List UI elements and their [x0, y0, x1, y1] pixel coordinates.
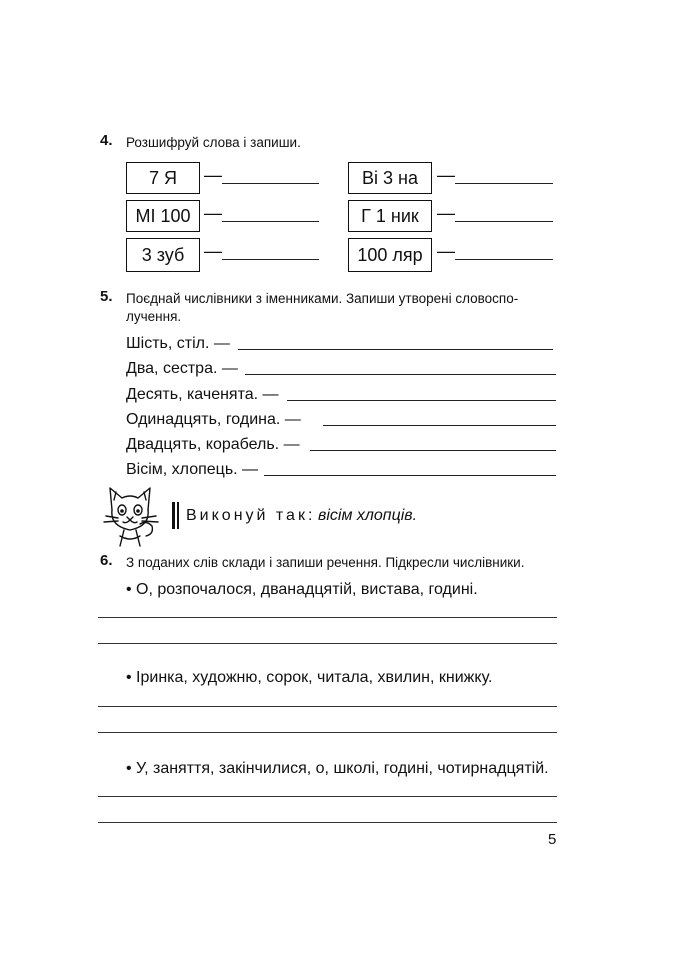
dash: —	[437, 165, 455, 185]
writing-line	[98, 796, 557, 797]
phrase-item: Десять, каченята. —	[126, 386, 279, 403]
task-6-instruction: З поданих слів склади і запиши речення. Підкресли числівники.	[126, 555, 525, 570]
phrase-item: Двадцять, корабель. —	[126, 436, 300, 453]
cipher-box: 100 ляр	[348, 238, 432, 272]
cipher-box: 7 Я	[126, 162, 200, 194]
dash: —	[437, 241, 455, 261]
answer-line	[222, 259, 319, 260]
phrase-item: Вісім, хлопець. —	[126, 461, 259, 478]
answer-line	[287, 400, 556, 401]
dash: —	[437, 203, 455, 223]
dash: —	[204, 203, 222, 223]
answer-line	[455, 221, 553, 222]
answer-line	[310, 450, 556, 451]
answer-line	[238, 349, 553, 350]
task-6-number: 6.	[100, 552, 113, 569]
writing-line	[98, 706, 557, 707]
writing-line	[98, 643, 557, 644]
writing-line	[98, 732, 557, 733]
answer-line	[455, 183, 553, 184]
example-value: вісім хлопців.	[318, 507, 418, 524]
sentence-item: • У, заняття, закінчилися, о, школі, годині, чотирнадцятій.	[126, 760, 549, 777]
cipher-box: МІ 100	[126, 200, 200, 232]
cipher-box: Ві 3 на	[348, 162, 432, 194]
dash: —	[204, 241, 222, 261]
writing-line	[98, 822, 557, 823]
answer-line	[245, 374, 556, 375]
sentence-item: • О, розпочалося, дванадцятій, вистава, годині.	[126, 581, 478, 598]
answer-line	[264, 475, 556, 476]
cat-mascot-icon	[96, 480, 170, 548]
task-4-number: 4.	[100, 132, 113, 149]
phrase-item: Два, сестра. —	[126, 360, 238, 377]
note-bar	[172, 502, 175, 529]
sentence-item: • Іринка, художню, сорок, читала, хвилин, книжку.	[126, 669, 493, 686]
task-5-instruction-line-2: лучення.	[126, 309, 182, 324]
answer-line	[222, 221, 319, 222]
dash: —	[204, 165, 222, 185]
writing-line	[98, 617, 557, 618]
phrase-item: Шість, стіл. —	[126, 335, 230, 352]
note-bar	[177, 502, 179, 529]
page-number: 5	[548, 831, 557, 848]
task-5-number: 5.	[100, 288, 113, 305]
task-5-instruction-line-1: Поєднай числівники з іменниками. Запиши утворені словоспо-	[126, 291, 519, 306]
phrase-item: Одинадцять, година. —	[126, 411, 301, 428]
answer-line	[455, 259, 553, 260]
task-4-instruction: Розшифруй слова і запиши.	[126, 135, 301, 150]
example-label: Виконуй так:	[186, 507, 316, 524]
answer-line	[222, 183, 319, 184]
cipher-box: Г 1 ник	[348, 200, 432, 232]
answer-line	[323, 425, 556, 426]
cipher-box: 3 зуб	[126, 238, 200, 272]
